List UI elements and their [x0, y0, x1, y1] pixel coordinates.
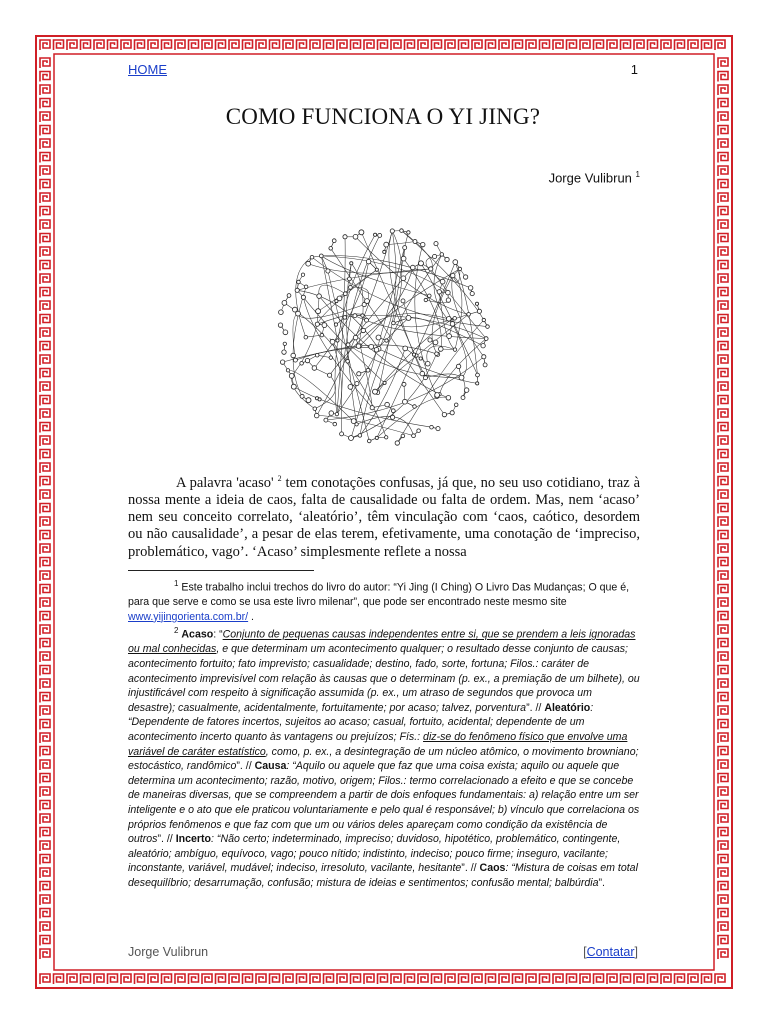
footnote-ref-2[interactable]: 2	[277, 474, 282, 483]
author-footnote-ref[interactable]: 1	[635, 170, 640, 179]
page-number: 1	[630, 62, 638, 77]
footer-author: Jorge Vulibrun	[128, 945, 209, 959]
author-name: Jorge Vulibrun	[548, 170, 632, 186]
footnote-2: $^2$ Acaso: “Conjunto de pequenas causas independentes entre si, que se prendem a leis ignoradas ou mal conhecidas, e que determinam um acontecimento qualquer; o resultado desse conjunto de causas; acontecimento fortuito; fato imprevisto; casualidade; destino, fado, sorte, fortuna; Filos.: caráter de acontecimento imprevisível com relação às causas que o determinam (p. ex., a premiação de um bilhete), ou injustificável com respeito à significação assumida (p. ex., um atraso de segundos que provoca um desastre); casualmente, acidentalmente, fortuitamente; por acaso; talvez, porventura”. // Aleatório: “Dependente de fatores incertos, sujeitos ao acaso; casual, fortuito, acidental; dependente de um acontecimento incerto quanto às vantagens ou prejuízos; Fís.: diz-se do fenômeno físico que envolve uma variável de caráter estatístico, como, p. ex., a desintegração de um núcleo atômico, o movimento browniano; estocástico, randômico”. // Causa: “Aquilo ou aquele que faz que uma coisa exista; aquilo ou aquele que determina um acontecimento; razão, motivo, origem; Filos.: termo correlacionado a efeito e que se concebe de maneiras diversas, que se compreendem a partir de dois enfoques fundamentais: a) relação entre um ser inteligente e o ato que ele praticou voluntariamente e pelo qual é responsável; b) vínculo que correlaciona os próprios fenômenos e que faz com que um ou vários deles apareçam como condição da existência de outros”. // Incerto: “Não certo; indeterminado, impreciso; duvidoso, hipotético, problemático, contingente, aleatório; ambíguo, equívoco, vago; pouco nítido; indistinto, indeciso; pouco firme; inseguro, vacilante; inconstante, variável, mudável; indeciso, irresoluto, vacilante, hesitante”. // Caos: “Mistura de coisas em total desequilíbrio; desarrumação, confusão; mistura de ideias e sentimentos; confusão mental; balbúrdia”.	[128, 626, 640, 889]
network-graph-illustration	[272, 220, 496, 452]
author-line	[549, 170, 640, 185]
footnotes	[128, 577, 640, 891]
page-title: COMO FUNCIONA O YI JING?	[225, 104, 541, 129]
footnote-separator	[128, 570, 314, 571]
contact-link[interactable]: Contatar	[586, 945, 635, 959]
home-link[interactable]: HOME	[128, 62, 167, 77]
site-link[interactable]: www.yijingorienta.com.br/	[128, 610, 249, 623]
page-header	[128, 62, 638, 77]
footer-contact: [Contatar]	[583, 945, 638, 959]
page-footer	[128, 945, 638, 959]
body-paragraph: A palavra 'acaso' $^2$ tem conotações confusas, já que, no seu uso cotidiano, traz à nossa mente a ideia de caos, falta de causalidade ou falta de ordem. Mas, nem ‘acaso’ nem seu conceito correlato, ‘aleatório’, têm vinculação com ‘caos, caótico, desordem ou não causalidade’, a pesar de elas terem, efetivamente, uma conotação de ‘impreciso, problemático, vago’. ‘Acaso’ simplesmente reflete a nossa	[128, 474, 641, 560]
footnote-1: $^1$ Este trabalho inclui trechos do livro do autor: “Yi Jing (I Ching) O Livro Das Mudanças; O que é, para que serve e como se usa este livro milenar”, que pode ser encontrado neste mesmo site www.yijingorienta.com.br/ .	[128, 579, 630, 623]
